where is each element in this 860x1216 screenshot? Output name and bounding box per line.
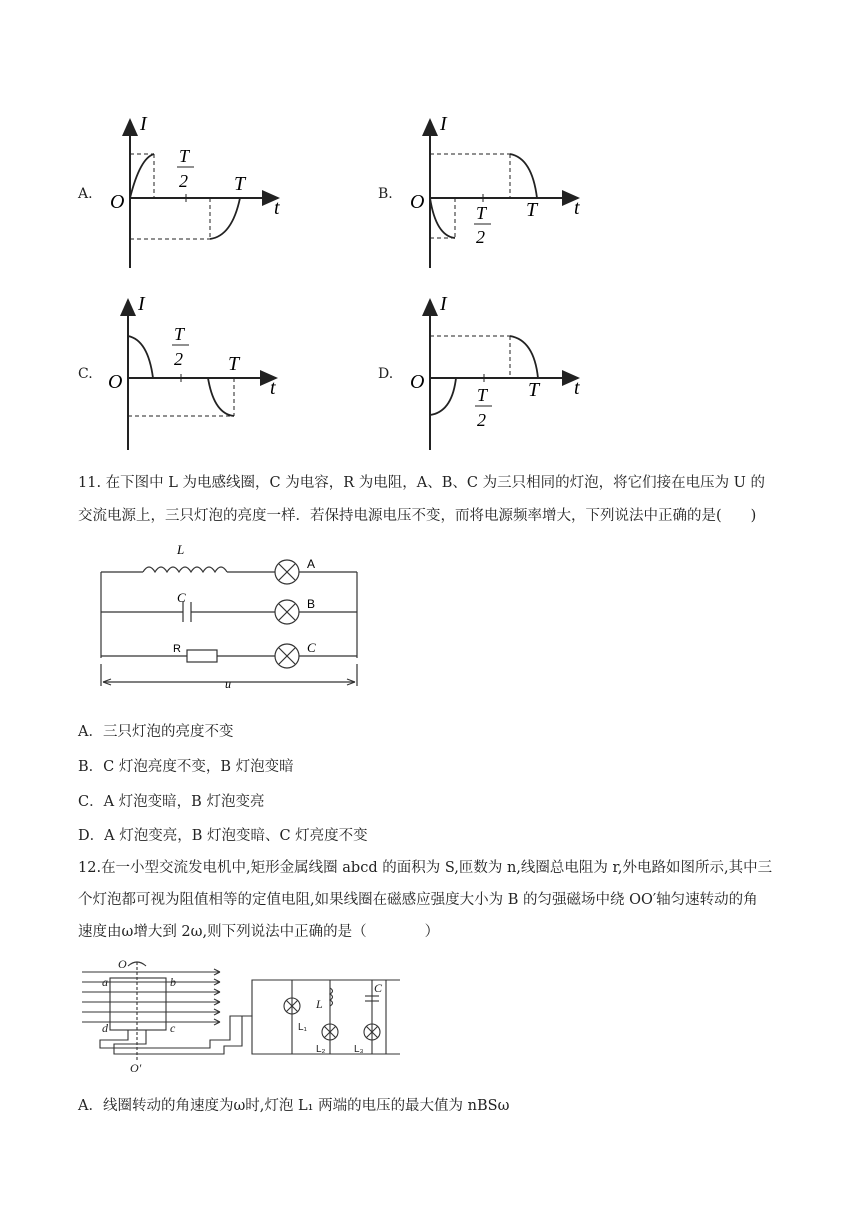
- svg-text:I: I: [138, 293, 145, 315]
- graph-option-a: [100, 108, 290, 273]
- svg-text:A: A: [307, 557, 316, 571]
- svg-text:2: 2: [174, 349, 183, 369]
- graph-option-d: [400, 290, 590, 455]
- svg-text:I: I: [440, 113, 447, 135]
- stem-line-2: 交流电源上，三只灯泡的亮度一样．若保持电源电压不变，而将电源频率增大，下列说法中正确的是( ): [78, 508, 757, 524]
- option-a-letter: A.: [78, 186, 93, 202]
- svg-text:B: B: [307, 597, 316, 611]
- q11-option-c[interactable]: C．A 灯泡变暗，B 灯泡变亮: [78, 794, 265, 810]
- svg-text:b: b: [170, 975, 176, 989]
- option-c-letter: C.: [78, 366, 93, 382]
- question-11-stem: [78, 470, 790, 530]
- svg-text:t: t: [574, 377, 580, 399]
- graph-option-b: [400, 108, 590, 273]
- svg-text:O: O: [108, 371, 123, 393]
- question-number: 11.: [78, 475, 102, 491]
- svg-text:d: d: [102, 1021, 108, 1035]
- x-axis-label: t: [274, 197, 280, 219]
- svg-text:2: 2: [179, 171, 188, 191]
- q11-option-d[interactable]: D．A 灯泡变亮，B 灯泡变暗、C 灯亮度不变: [78, 828, 368, 844]
- svg-text:T: T: [526, 199, 538, 221]
- q12-option-a[interactable]: A．线圈转动的角速度为ω时,灯泡 L₁ 两端的电压的最大值为 nBSω: [78, 1098, 510, 1114]
- svg-text:O′: O′: [130, 1061, 142, 1074]
- svg-text:C: C: [374, 981, 383, 995]
- option-d-letter: D.: [378, 366, 394, 382]
- circuit-diagram-11: [95, 540, 365, 690]
- svg-text:T: T: [174, 324, 185, 344]
- q11-option-b[interactable]: B．C 灯泡亮度不变，B 灯泡变暗: [78, 759, 294, 775]
- stem-line-3: 速度由ω增大到 2ω,则下列说法中正确的是（ ）: [78, 924, 440, 940]
- graph-option-c: [100, 290, 290, 455]
- svg-text:O: O: [118, 957, 127, 971]
- svg-text:c: c: [170, 1021, 176, 1035]
- y-axis-label: I: [140, 113, 147, 135]
- stem-line-1: 在一小型交流发电机中,矩形金属线圈 abcd 的面积为 S,匝数为 n,线圈总电阻为 r,外电路如图所示,其中三: [101, 860, 773, 876]
- svg-text:C: C: [307, 640, 316, 655]
- stem-line-1: 在下图中 L 为电感线圈，C 为电容，R 为电阻，A、B、C 为三只相同的灯泡，将它们接在电压为 U 的: [105, 475, 766, 491]
- svg-text:T: T: [179, 146, 190, 166]
- svg-text:t: t: [574, 197, 580, 219]
- question-12-stem: [78, 852, 790, 948]
- option-b-letter: B.: [378, 186, 393, 202]
- q11-option-a[interactable]: A．三只灯泡的亮度不变: [78, 724, 234, 740]
- svg-text:R: R: [173, 643, 181, 655]
- svg-text:L₂: L₂: [316, 1044, 326, 1055]
- svg-text:a: a: [102, 975, 108, 989]
- svg-text:L₃: L₃: [354, 1044, 364, 1055]
- svg-text:T: T: [477, 385, 488, 405]
- svg-text:u: u: [225, 677, 231, 690]
- svg-text:T: T: [234, 173, 246, 195]
- generator-circuit-diagram: [80, 956, 400, 1074]
- svg-text:L₁: L₁: [298, 1022, 307, 1033]
- svg-text:T: T: [528, 379, 540, 401]
- svg-text:L: L: [177, 542, 185, 557]
- svg-text:T: T: [228, 353, 240, 375]
- question-number: 12.: [78, 860, 102, 876]
- svg-text:L: L: [316, 997, 323, 1011]
- svg-text:O: O: [410, 371, 425, 393]
- svg-text:2: 2: [476, 227, 485, 247]
- stem-line-2: 个灯泡都可视为阻值相等的定值电阻,如果线圈在磁感应强度大小为 B 的匀强磁场中绕 OO′轴匀速转动的角: [78, 892, 758, 908]
- svg-text:2: 2: [477, 410, 486, 430]
- svg-text:O: O: [410, 191, 425, 213]
- svg-text:C: C: [177, 590, 186, 605]
- svg-text:I: I: [440, 293, 447, 315]
- svg-text:T: T: [476, 203, 487, 223]
- origin-label: O: [110, 191, 125, 213]
- svg-text:t: t: [270, 377, 276, 399]
